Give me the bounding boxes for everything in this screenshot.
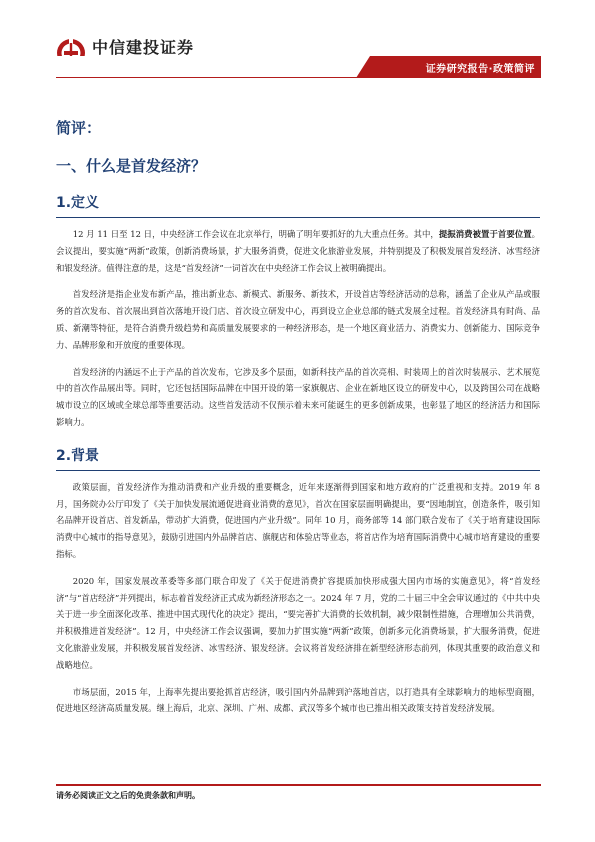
paragraph: 首发经济是指企业发布新产品，推出新业态、新模式、新服务、新技术，开设首店等经济活动的总称，涵盖了企业从产品或服务的首次发布、首次展出到首次落地开设门店、首次设立研发中心，再到设立企业总部的链式发展全过程。首发经济具有时尚、品质、新潮等特征，是符合消费升级趋势和高质量发展要求的一种经济形态，是一个地区商业活力、消费实力、创新能力、国际竞争力、品牌形象和开放度的重要体现。	[56, 289, 540, 350]
bold-emphasis: 提振消费被置于首要位置	[438, 229, 532, 239]
disclaimer-text: 请务必阅读正文之后的免责条款和声明。	[56, 790, 200, 800]
paragraph: 12 月 11 日至 12 日，中央经济工作会议在北京举行，明确了明年要抓好的九大重点任务。其中，提振消费被置于首要位置。会议提出，要实施“两新”政策，创新消费场景，扩大服务消费，促进文化旅游业发展，并特别提及了积极发展首发经济、冰雪经济和银发经济。值得注意的是，这是“首发经济”一词首次在中央经济工作会议上被明确提出。	[56, 229, 541, 273]
page-footer	[56, 784, 541, 801]
page-header	[0, 0, 595, 90]
paragraph: 2020 年，国家发展改革委等多部门联合印发了《关于促进消费扩容提质加快形成强大国内市场的实施意见》，将“首发经济”与“首店经济”并列提出，标志着首发经济正式成为新经济形态之一。2024 年 7 月，党的二十届三中全会审议通过的《中共中央关于进一步全面深化改革、推进中国式现代化的决定》提出，“要完善扩大消费的长效机制，减少限制性措施，合理增加公共消费，并积极推进首发经济”。12 月，中央经济工作会议强调，要加力扩围实施“两新”政策，创新多元化消费场景，扩大服务消费，促进文化旅游业发展，并积极发展首发经济、冰雪经济、银发经济。会议将首发经济排在新型经济形态前列，体现其重要的政治意义和战略地位。	[56, 575, 540, 670]
paragraph: 政策层面，首发经济作为推动消费和产业升级的重要概念，近年来逐渐得到国家和地方政府的广泛重视和支持。2019 年 8 月，国务院办公厅印发了《关于加快发展流通促进商业消费的意见》，首次在国家层面明确提出，要“因地制宜，创造条件，吸引知名品牌开设首店、首发新品，带动扩大消费，促进国内产业升级”。同年 10 月，商务部等 14 部门联合发布了《关于培育建设国际消费中心城市的指导意见》，鼓励引进国内外品牌首店、旗舰店和体验店等业态，将首店作为培育国际消费中心城市培育建设的重要指标。	[56, 481, 540, 559]
logo-chinese-name: 中信建投证券	[92, 37, 195, 57]
report-category: 证券研究报告·政策简评	[425, 64, 535, 75]
section-definition	[56, 194, 540, 431]
category-banner	[56, 56, 541, 78]
paragraph: 市场层面，2015 年，上海率先提出要抢抓首店经济，吸引国内外品牌到沪落地首店，以打造具有全球影响力的地标型商圈，促进地区经济高质量发展。继上海后，北京、深圳、广州、成都、武汉等多个城市也已推出相关政策支持首发经济发展。	[56, 686, 540, 714]
paragraph: 首发经济的内涵远不止于产品的首次发布，它涉及多个层面，如新科技产品的首次亮相、时装周上的首次时装展示、艺术展览中的首次作品展出等。同时，它还包括国际品牌在中国开设的第一家旗舰店、企业在新地区设立的研发中心，以及跨国公司在战略城市设立的区域或全球总部等重要活动。这些首发活动不仅预示着未来可能诞生的更多创新成果，也彰显了地区的经济活力和国际影响力。	[56, 366, 540, 427]
main-heading: 一、什么是首发经济？	[56, 157, 207, 175]
section-title: 1.定义	[56, 194, 540, 218]
section-title: 2.背景	[56, 447, 540, 471]
main-content	[56, 118, 540, 727]
section-background	[56, 447, 540, 717]
review-heading: 简评：	[56, 119, 102, 137]
footer-divider	[56, 784, 541, 786]
